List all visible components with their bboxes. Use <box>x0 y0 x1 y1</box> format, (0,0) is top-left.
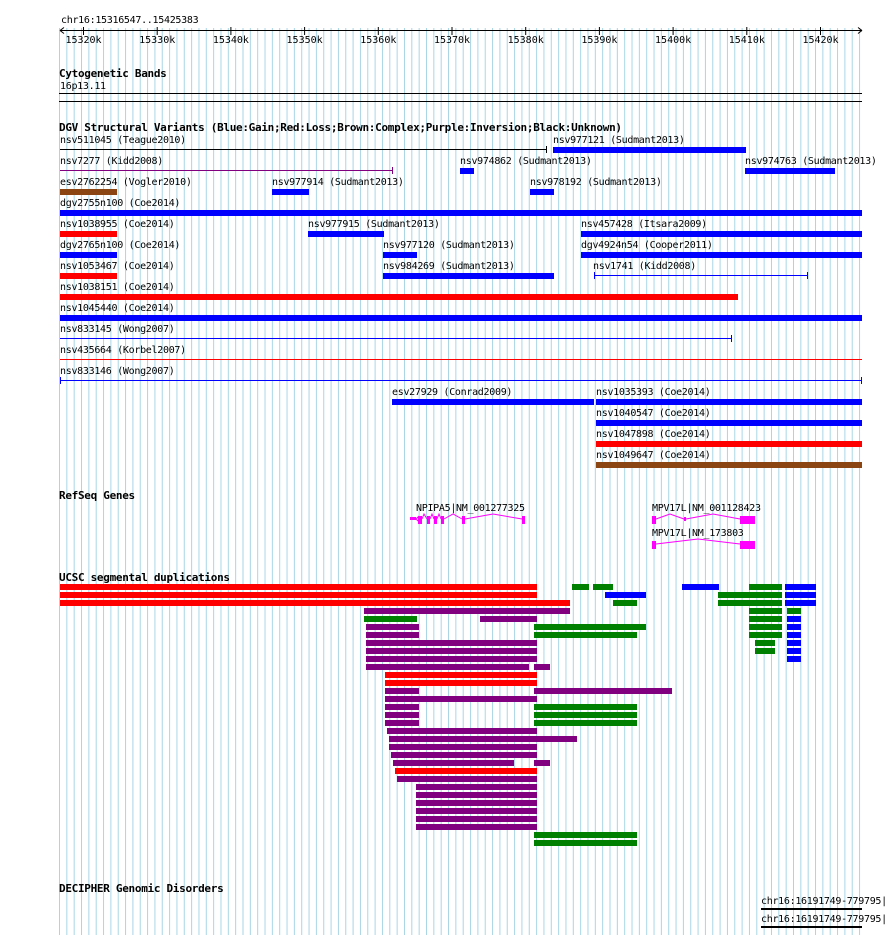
dgv-feature-label[interactable]: dgv2765n100 (Coe2014) <box>60 240 181 251</box>
segdup-feature[interactable] <box>534 664 550 670</box>
segdup-feature[interactable] <box>682 584 719 590</box>
dgv-feature-label[interactable]: nsv1053467 (Coe2014) <box>60 261 175 272</box>
track-title-dgv: DGV Structural Variants (Blue:Gain;Red:Loss;Brown:Complex;Purple:Inversion;Black:Unknown) <box>59 121 622 134</box>
segdup-feature[interactable] <box>385 688 419 694</box>
segdup-feature[interactable] <box>605 592 646 598</box>
ruler-tick-label: 15360k <box>360 35 397 46</box>
segdup-feature[interactable] <box>389 736 537 742</box>
ruler-tick-label: 15370k <box>433 35 471 46</box>
segdup-feature[interactable] <box>749 584 782 590</box>
gene-label[interactable]: NPIPA5|NM_001277325 <box>416 503 525 514</box>
ruler-tick-label: 15330k <box>139 35 176 46</box>
gene-label[interactable]: MPV17L|NM_001128423 <box>652 503 761 514</box>
segdup-feature[interactable] <box>749 624 782 630</box>
segdup-feature[interactable] <box>534 840 637 846</box>
segdup-feature[interactable] <box>755 640 775 646</box>
segdup-feature[interactable] <box>385 680 537 686</box>
segdup-feature[interactable] <box>718 592 749 598</box>
segdup-feature[interactable] <box>364 616 417 622</box>
dgv-feature-label[interactable]: nsv974862 (Sudmant2013) <box>460 156 592 167</box>
ruler-tick-label: 15410k <box>728 35 765 46</box>
decipher-feature-label[interactable]: chr16:16191749-779795| <box>761 914 887 925</box>
dgv-feature-label[interactable]: nsv833145 (Wong2007) <box>60 324 175 335</box>
dgv-feature-label[interactable]: nsv457428 (Itsara2009) <box>581 219 707 230</box>
segdup-feature[interactable] <box>391 752 537 758</box>
dgv-feature-label[interactable]: dgv2755n100 (Coe2014) <box>60 198 181 209</box>
segdup-feature[interactable] <box>749 600 782 606</box>
segdup-feature[interactable] <box>389 744 537 750</box>
segdup-feature[interactable] <box>366 648 537 654</box>
segdup-feature[interactable] <box>366 640 537 646</box>
dgv-feature-label[interactable]: nsv1741 (Kidd2008) <box>593 261 696 272</box>
dgv-feature-label[interactable]: nsv977120 (Sudmant2013) <box>383 240 515 251</box>
segdup-feature[interactable] <box>397 776 537 782</box>
segdup-feature[interactable] <box>749 592 782 598</box>
ruler-tick-label: 15380k <box>507 35 544 46</box>
dgv-feature-label[interactable]: nsv1040547 (Coe2014) <box>596 408 711 419</box>
segdup-feature[interactable] <box>60 592 537 598</box>
segdup-feature[interactable] <box>385 720 419 726</box>
gene-label[interactable]: MPV17L|NM_173803 <box>652 528 744 539</box>
decipher-feature-bar[interactable] <box>761 908 862 910</box>
ruler-tick-label: 15390k <box>581 35 618 46</box>
segdup-feature[interactable] <box>534 736 577 742</box>
dgv-feature-label[interactable]: nsv1038151 (Coe2014) <box>60 282 175 293</box>
segdup-feature[interactable] <box>534 624 646 630</box>
dgv-feature-label[interactable]: nsv1035393 (Coe2014) <box>596 387 711 398</box>
track-title-cytoband: Cytogenetic Bands <box>59 67 167 80</box>
segdup-feature[interactable] <box>534 632 637 638</box>
segdup-feature[interactable] <box>534 712 637 718</box>
segdup-feature[interactable] <box>416 792 537 798</box>
segdup-feature[interactable] <box>534 760 550 766</box>
segdup-feature[interactable] <box>718 600 749 606</box>
segdup-feature[interactable] <box>385 712 419 718</box>
segdup-feature[interactable] <box>613 600 637 606</box>
dgv-feature-label[interactable]: dgv4924n54 (Cooper2011) <box>581 240 713 251</box>
dgv-feature-label[interactable]: nsv435664 (Korbel2007) <box>60 345 186 356</box>
ruler-region: chr16:15316547..15425383 <box>61 15 199 26</box>
track-title-segdup: UCSC segmental duplications <box>59 571 230 584</box>
segdup-feature[interactable] <box>395 768 537 774</box>
cytoband-label[interactable]: 16p13.11 <box>60 81 106 92</box>
dgv-feature-label[interactable]: nsv978192 (Sudmant2013) <box>530 177 662 188</box>
dgv-feature-label[interactable]: nsv984269 (Sudmant2013) <box>383 261 515 272</box>
track-title-refseq: RefSeq Genes <box>59 489 135 502</box>
segdup-feature[interactable] <box>593 584 613 590</box>
segdup-feature[interactable] <box>534 704 637 710</box>
segdup-feature[interactable] <box>785 600 816 606</box>
dgv-feature-label[interactable]: nsv974763 (Sudmant2013) <box>745 156 877 167</box>
segdup-feature[interactable] <box>787 616 801 622</box>
segdup-feature[interactable] <box>787 648 801 654</box>
ruler-tick-label: 15400k <box>655 35 692 46</box>
segdup-feature[interactable] <box>787 608 801 614</box>
segdup-feature[interactable] <box>785 584 816 590</box>
track-title-decipher: DECIPHER Genomic Disorders <box>59 882 224 895</box>
segdup-feature[interactable] <box>749 632 782 638</box>
segdup-feature[interactable] <box>787 656 801 662</box>
segdup-feature[interactable] <box>393 760 514 766</box>
dgv-feature-label[interactable]: nsv1049647 (Coe2014) <box>596 450 711 461</box>
dgv-feature-label[interactable]: nsv977915 (Sudmant2013) <box>308 219 440 230</box>
dgv-feature-label[interactable]: nsv1047898 (Coe2014) <box>596 429 711 440</box>
dgv-feature-label[interactable]: nsv1038955 (Coe2014) <box>60 219 175 230</box>
segdup-feature[interactable] <box>385 672 537 678</box>
segdup-feature[interactable] <box>385 696 537 702</box>
segdup-feature[interactable] <box>416 808 537 814</box>
segdup-feature[interactable] <box>416 800 537 806</box>
segdup-feature[interactable] <box>787 632 801 638</box>
dgv-feature-label[interactable]: esv27929 (Conrad2009) <box>392 387 513 398</box>
ruler-tick-label: 15420k <box>802 35 839 46</box>
segdup-feature[interactable] <box>534 720 637 726</box>
dgv-feature-label[interactable]: nsv977121 (Sudmant2013) <box>553 135 685 146</box>
segdup-feature[interactable] <box>416 784 537 790</box>
dgv-feature-label[interactable]: nsv511045 (Teague2010) <box>60 135 186 146</box>
dgv-feature-label[interactable]: esv2762254 (Vogler2010) <box>60 177 192 188</box>
segdup-feature[interactable] <box>366 624 419 630</box>
segdup-feature[interactable] <box>364 608 570 614</box>
segdup-feature[interactable] <box>366 656 537 662</box>
segdup-feature[interactable] <box>387 728 537 734</box>
dgv-feature-label[interactable]: nsv1045440 (Coe2014) <box>60 303 175 314</box>
segdup-feature[interactable] <box>534 832 637 838</box>
segdup-feature[interactable] <box>755 648 775 654</box>
segdup-feature[interactable] <box>366 664 529 670</box>
segdup-feature[interactable] <box>366 632 419 638</box>
segdup-feature[interactable] <box>480 616 537 622</box>
segdup-feature[interactable] <box>787 640 801 646</box>
segdup-feature[interactable] <box>534 688 672 694</box>
segdup-feature[interactable] <box>749 608 782 614</box>
decipher-feature-label[interactable]: chr16:16191749-779795| <box>761 896 887 907</box>
dgv-feature-label[interactable]: nsv833146 (Wong2007) <box>60 366 175 377</box>
segdup-feature[interactable] <box>416 824 537 830</box>
segdup-feature[interactable] <box>60 600 570 606</box>
segdup-feature[interactable] <box>385 704 419 710</box>
decipher-feature-bar[interactable] <box>761 926 862 928</box>
segdup-feature[interactable] <box>785 592 816 598</box>
segdup-feature[interactable] <box>572 584 589 590</box>
ruler-tick-label: 15320k <box>65 35 102 46</box>
ruler-tick-label: 15340k <box>212 35 249 46</box>
segdup-feature[interactable] <box>60 584 537 590</box>
segdup-feature[interactable] <box>749 616 782 622</box>
segdup-feature[interactable] <box>787 624 801 630</box>
ruler-tick-label: 15350k <box>286 35 323 46</box>
dgv-feature-label[interactable]: nsv7277 (Kidd2008) <box>60 156 163 167</box>
segdup-feature[interactable] <box>416 816 537 822</box>
dgv-feature-label[interactable]: nsv977914 (Sudmant2013) <box>272 177 404 188</box>
